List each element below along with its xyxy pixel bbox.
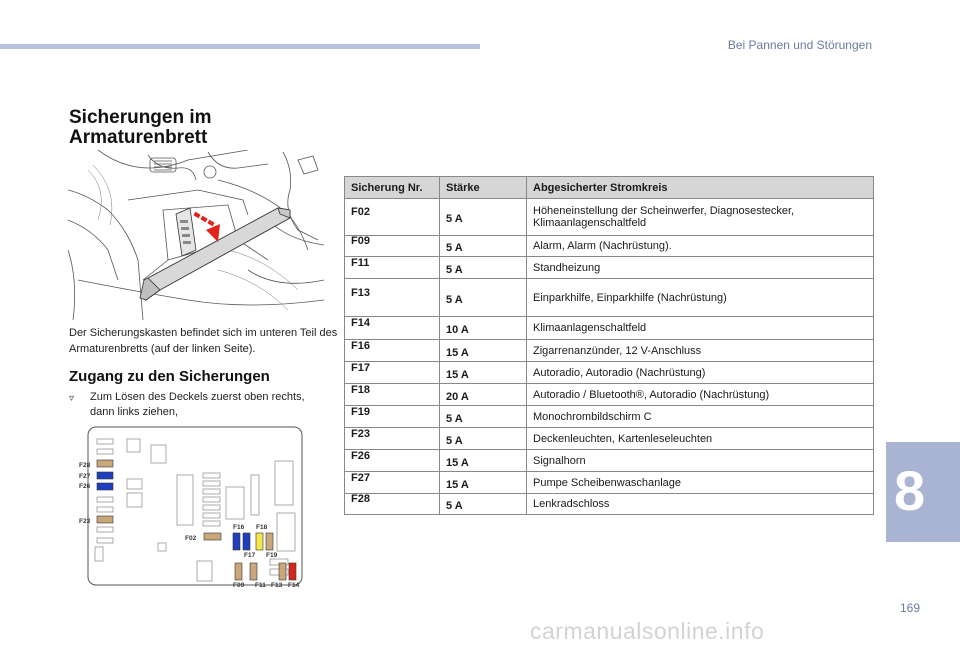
fuse-label: F17	[244, 552, 256, 559]
fuse-amperage: 15 A	[446, 478, 469, 491]
fuse-circuit: Deckenleuchten, Kartenleseleuchten	[533, 432, 713, 445]
fuse-number: F28	[351, 493, 370, 505]
dashboard-fusebox-illustration	[68, 150, 324, 320]
table-row	[345, 279, 874, 317]
fuse-circuit: Zigarrenanzünder, 12 V-Anschluss	[533, 344, 702, 357]
fuse-number: F23	[351, 427, 370, 440]
fuse-amperage: 5 A	[446, 500, 463, 512]
fuse-circuit: Höheneinstellung der Scheinwerfer, Diagnosestecker, Klimaanlagenschaltfeld	[533, 205, 795, 229]
table-row	[345, 406, 874, 428]
fuse-label: F11	[255, 582, 266, 589]
column-header-circuit: Abgesicherter Stromkreis	[527, 177, 874, 199]
page-title	[69, 108, 212, 148]
fuse-label: F27	[79, 473, 91, 480]
fuse-number: F16	[351, 339, 370, 352]
fuse-amperage: 5 A	[446, 263, 463, 276]
table-row	[345, 494, 874, 515]
table-row	[345, 384, 874, 406]
page-title-line-2: Armaturenbrett	[69, 127, 208, 148]
watermark: carmanualsonline.info	[530, 618, 765, 644]
page-title-line-1: Sicherungen im	[69, 107, 212, 128]
fusebox-location-caption: Der Sicherungskasten befindet sich im unteren Teil des Armaturenbretts (auf der linken Seite).	[69, 327, 338, 355]
fuse-number: F17	[351, 361, 370, 374]
table-row	[345, 340, 874, 362]
fuse-number: F02	[351, 206, 370, 218]
instruction-bullet	[69, 390, 319, 420]
fuse-table	[344, 176, 874, 515]
fuse-amperage: 5 A	[446, 434, 463, 447]
fuse-circuit: Lenkradschloss	[533, 498, 610, 510]
fuse-label: F19	[266, 552, 278, 559]
fuse-circuit: Klimaanlagenschaltfeld	[533, 322, 647, 334]
fuse-circuit: Signalhorn	[533, 454, 586, 467]
fuse-circuit: Einparkhilfe, Einparkhilfe (Nachrüstung)	[533, 291, 727, 304]
fuse-number: F27	[351, 471, 370, 484]
fuse-number: F13	[351, 286, 370, 299]
fuse-number: F14	[351, 317, 370, 329]
fuse-circuit: Autoradio / Bluetooth®, Autoradio (Nachrüstung)	[533, 388, 770, 401]
fuse-amperage: 5 A	[446, 293, 463, 306]
section-title: Bei Pannen und Störungen	[727, 38, 872, 52]
fuse-number: F26	[351, 449, 370, 462]
fuse-label: F23	[79, 518, 91, 525]
fuse-circuit: Pumpe Scheibenwaschanlage	[533, 476, 681, 489]
table-row	[345, 257, 874, 279]
fuse-circuit: Monochrombildschirm C	[533, 410, 652, 423]
fuse-label: F09	[233, 582, 245, 589]
table-row	[345, 199, 874, 236]
fuse-amperage: 10 A	[446, 324, 469, 336]
fuse-amperage: 15 A	[446, 346, 469, 359]
table-row	[345, 236, 874, 257]
fuse-label: F14	[288, 582, 300, 589]
table-row	[345, 428, 874, 450]
fuse-amperage: 5 A	[446, 213, 463, 225]
fuse-label: F18	[256, 524, 268, 531]
fuse-amperage: 5 A	[446, 242, 463, 254]
fuse-number: F18	[351, 383, 370, 396]
page-number: 169	[900, 601, 921, 615]
fuse-label: F13	[271, 582, 283, 589]
fuse-circuit: Standheizung	[533, 261, 601, 274]
fuse-label: F02	[185, 535, 197, 542]
fuse-number: F09	[351, 235, 370, 247]
fuse-label: F26	[79, 483, 91, 490]
instruction-text: Zum Lösen des Deckels zuerst oben rechts, dann links ziehen,	[90, 391, 305, 418]
fuse-amperage: 15 A	[446, 456, 469, 469]
table-row	[345, 317, 874, 340]
fuse-amperage: 5 A	[446, 412, 463, 425]
fuse-table-body	[345, 199, 874, 515]
fuse-amperage: 20 A	[446, 390, 469, 403]
access-subheading: Zugang zu den Sicherungen	[69, 368, 270, 385]
column-header-nr: Sicherung Nr.	[345, 177, 440, 199]
fuse-number: F19	[351, 405, 370, 418]
header-accent-bar	[0, 44, 480, 49]
fuse-label: F16	[233, 524, 245, 531]
fuse-amperage: 15 A	[446, 368, 469, 381]
table-row	[345, 450, 874, 472]
table-row	[345, 362, 874, 384]
fuse-number: F11	[351, 256, 370, 269]
column-header-amp: Stärke	[440, 177, 527, 199]
fuse-circuit: Autoradio, Autoradio (Nachrüstung)	[533, 366, 706, 379]
table-header-row	[345, 177, 874, 199]
fuse-circuit: Alarm, Alarm (Nachrüstung).	[533, 240, 672, 252]
fusebox-diagram	[70, 423, 306, 589]
chapter-number: 8	[894, 459, 926, 522]
arrow-right-icon: ▿	[69, 393, 75, 404]
fuse-label: F28	[79, 462, 91, 469]
table-row	[345, 472, 874, 494]
